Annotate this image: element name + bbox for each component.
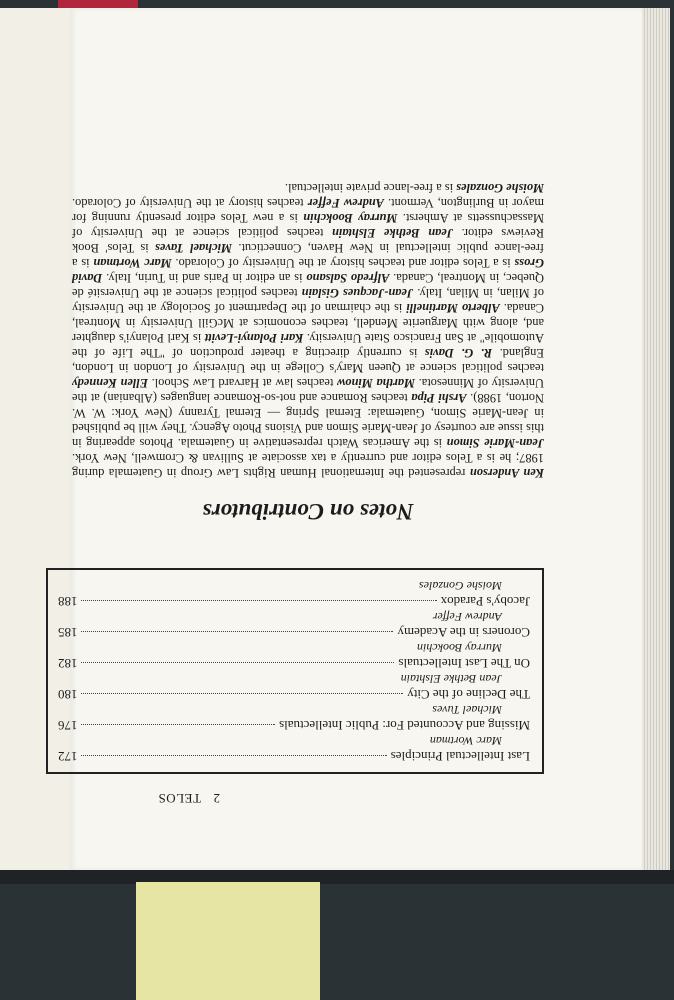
journal-name: TELOS [158, 791, 201, 806]
contributor-bio: is Karl Polanyi's daughter and, along with Marguerite Mendell, teaches economics at McGill University in Montreal, Canada. [72, 301, 544, 345]
toc-author: Marc Wortman [429, 734, 502, 749]
leader-dots [82, 662, 395, 663]
contributor-name: Murray Bookchin [303, 211, 398, 225]
toc-entry [58, 625, 530, 641]
contributor-name: Jean-Marie Simon [446, 436, 544, 450]
contributor-bio: teaches political science at the University of Massachussetts at Amherst. [72, 211, 544, 240]
contributor-bio: represented the International Human Rights Law Group in Guatemala during 1987; he is a Telos editor and currently a tax associate at Sullivan & Cromwell, New York. [72, 451, 544, 480]
leader-dots [82, 755, 387, 756]
toc-title: Missing and Accounted For: Public Intellectuals [279, 718, 530, 733]
contributor-bio: teaches political science at Queen Mary's College in the University of London in London, England. [72, 346, 544, 375]
leader-dots [82, 631, 394, 632]
toc-title: Jacoby's Paradox [440, 594, 530, 609]
contributor-name: Ken Anderson [469, 466, 544, 480]
contributor-name: David Gross [71, 256, 544, 285]
contributor-name: Martha Minow [336, 376, 415, 390]
contributor-bio: teaches law at Harvard Law School. [147, 376, 337, 390]
contributor-bio: teaches political science at the Université de Quebec, in Montreal, Canada. [72, 271, 544, 300]
contributor-name: Kari Polanyi-Levitt [204, 331, 304, 345]
contributor-name: Alberto Martinelli [406, 301, 500, 315]
contributor-bio: is a new Telos editor presently running for mayor in Burlington, Vermont. [72, 196, 544, 225]
page-content [58, 8, 642, 870]
contributor-bio: is an editor in Paris and in Turin, Italy. [102, 271, 307, 285]
toc-title: On The Last Intellectuals [398, 656, 530, 671]
toc-title: Last Intellectual Principles [390, 749, 530, 764]
contributors-notes [72, 180, 544, 480]
toc-author: Andrew Feffer [432, 610, 502, 625]
toc-page-number: 180 [58, 687, 78, 702]
contributor-bio: is currently directing a theater production of "The Life of the Automobile" at San Francisco State University. [72, 331, 544, 360]
book-cover-edge [0, 870, 674, 884]
toc-author: Michael Tuves [432, 703, 502, 718]
page-number: 2 [212, 791, 220, 806]
contents-box [46, 568, 544, 774]
toc-author: Moishe Gonzales [419, 579, 502, 594]
toc-page-number: 176 [58, 718, 78, 733]
contributor-name: Ellen Kennedy [72, 376, 148, 390]
leader-dots [82, 724, 276, 725]
contributor-bio: is a free-lance public intellectual in New Haven, Connecticut. [72, 241, 544, 270]
contributor-bio: teaches Romance and not-so-Romance languages (Albanian) at the University of Minnesota. [72, 376, 544, 405]
toc-entry [58, 718, 530, 734]
leader-dots [82, 693, 404, 694]
contributor-name: Michael Taves [155, 241, 232, 255]
toc-page-number: 188 [58, 594, 78, 609]
toc-page-number: 182 [58, 656, 78, 671]
contributor-bio: is a Telos editor and teaches history at the University of Colorado. [171, 256, 515, 270]
contributor-name: Moishe Gonzales [456, 181, 544, 195]
toc-entry [58, 749, 530, 765]
toc-page-number: 172 [58, 749, 78, 764]
contributor-name: Jean Bethke Elshtain [331, 226, 453, 240]
bios-paragraph [72, 180, 544, 480]
toc-author: Jean Bethke Elshtain [400, 672, 502, 687]
toc-title: The Decline of the City [407, 687, 530, 702]
contributor-name: Jean-Jacques Gislain [301, 286, 414, 300]
contributor-bio: is a free-lance private intellectual. [284, 181, 457, 195]
contributor-name: Alfredo Salsano [306, 271, 390, 285]
toc-page-number: 185 [58, 625, 78, 640]
toc-entry [58, 656, 530, 672]
contributor-name: Marc Wortman [93, 256, 172, 270]
contributor-bio: is Telos' Book Reviews editor. [72, 226, 544, 255]
contributor-bio: is the Americas Watch representative in Guatemala. Photos appearing in this issue are courtesy of Jean-Marie Simon and Visions Photo Agency. They will be published in Jean-Marie Simon, Guatemala: Eternal Spring — Eternal Tyranny (New York: W. W. Norton, 1988). [72, 391, 544, 450]
contributor-name: Arshi Pipa [411, 391, 467, 405]
contributor-bio: is the chairman of the Department of Sociology at the University of Milan, in Milan, Italy. [71, 286, 544, 315]
page-stack-edges [642, 8, 670, 870]
red-bookmark-tab [58, 0, 138, 8]
sticky-note [136, 882, 320, 1000]
section-title: Notes on Contributors [202, 499, 414, 524]
toc-entry [58, 594, 530, 610]
leader-dots [82, 600, 437, 601]
toc-entry [58, 687, 530, 703]
toc-title: Coroners in the Academy [397, 625, 530, 640]
running-head [158, 790, 220, 806]
contributor-name: Andrew Feffer [307, 196, 384, 210]
contributor-name: R. G. Davis [424, 346, 493, 360]
toc-author: Murray Bookchin [417, 641, 502, 656]
contributor-bio: teaches history at the University of Colorado. [71, 196, 308, 210]
